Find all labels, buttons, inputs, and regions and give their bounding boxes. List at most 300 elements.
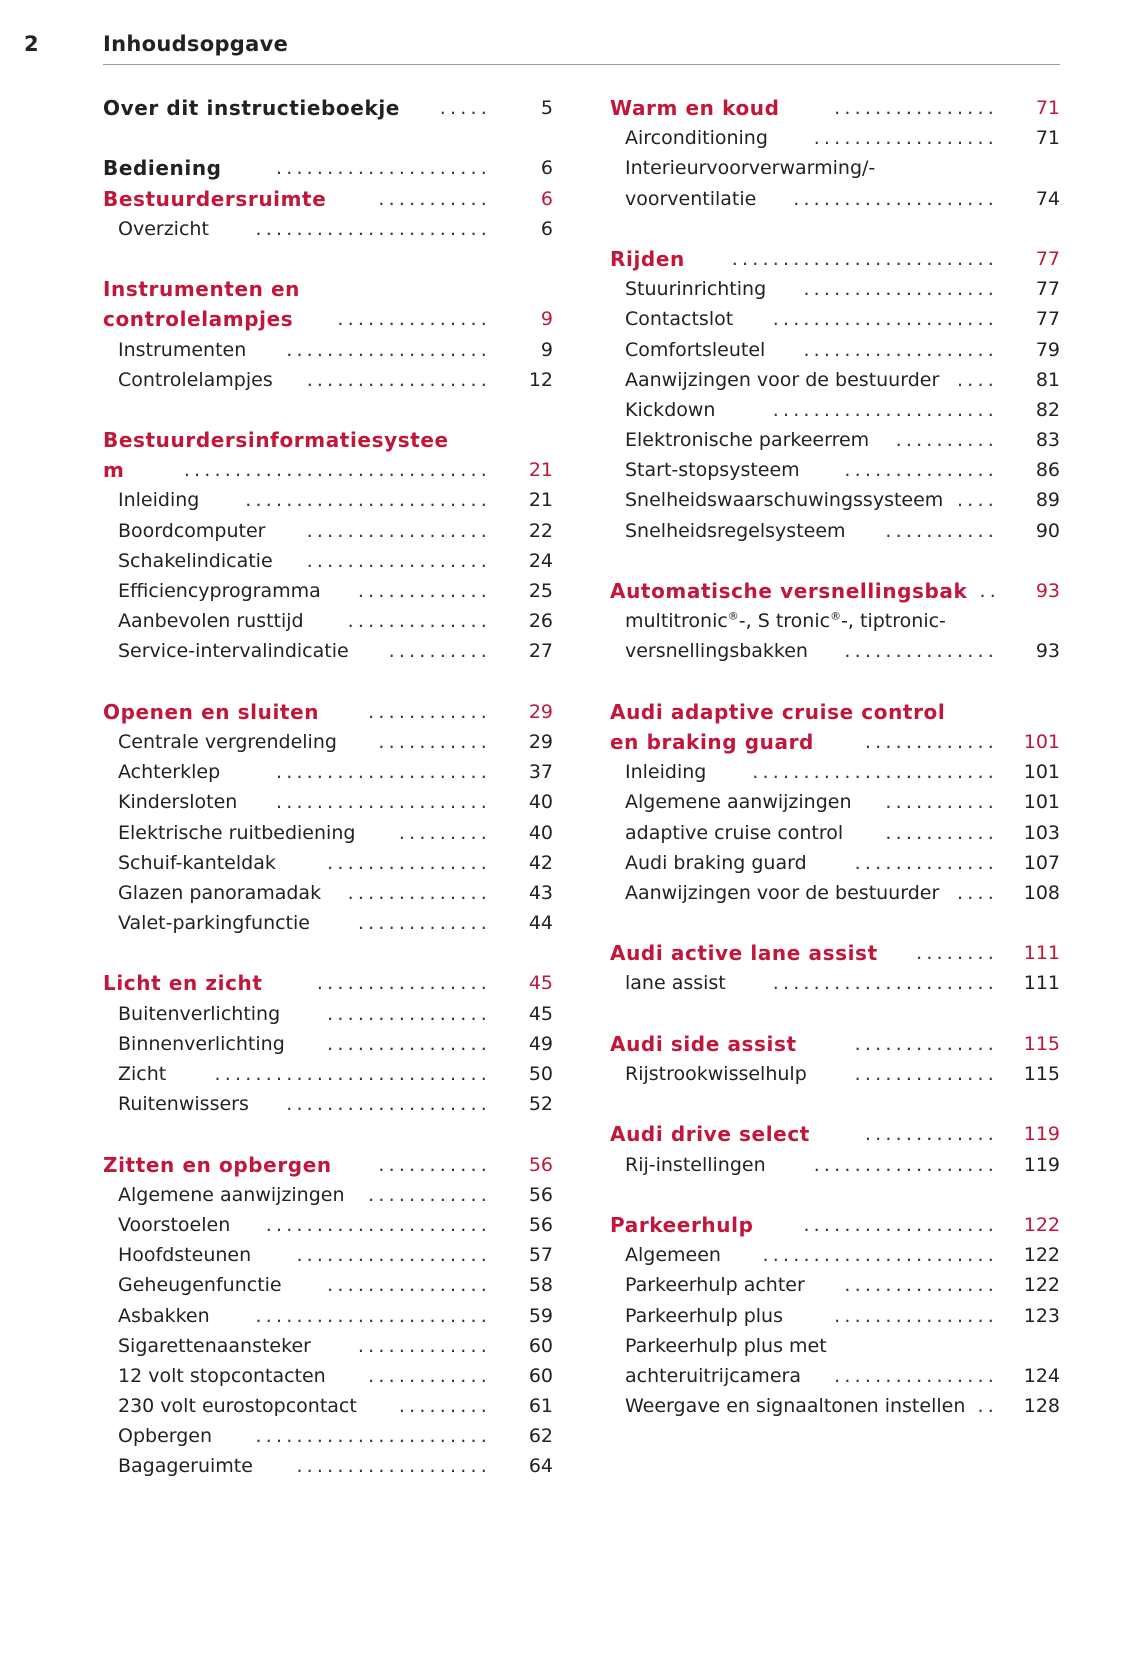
dot-leader: ............. — [357, 1334, 491, 1357]
dot-leader: .............. — [347, 610, 491, 633]
dot-leader: .... — [957, 489, 998, 512]
toc-entry[interactable] — [103, 485, 553, 515]
dot-leader: ........................ — [245, 489, 491, 512]
section-gap — [610, 999, 1060, 1029]
toc-chapter-title: Bestuurdersinformatiesystee — [103, 428, 449, 453]
toc-entry[interactable] — [103, 757, 553, 787]
dot-leader: ................ — [834, 97, 998, 119]
dot-leader: .... — [957, 368, 998, 391]
toc-section-title: 230 volt eurostopcontact — [118, 1395, 357, 1418]
toc-page-number[interactable]: 21 — [528, 489, 553, 512]
dot-leader: ............ — [368, 700, 491, 723]
toc-page-number[interactable]: 101 — [1023, 730, 1060, 753]
toc-section-title: Hoofdsteunen — [118, 1244, 252, 1267]
toc-section-title: Kindersloten — [118, 791, 238, 814]
toc-section-title: Weergave en signaaltonen instellen — [625, 1395, 966, 1418]
toc-entry[interactable] — [103, 1361, 553, 1391]
toc-entry[interactable] — [103, 335, 553, 365]
toc-page-number[interactable]: 27 — [528, 640, 553, 663]
section-gap — [103, 395, 553, 425]
section-gap — [610, 1089, 1060, 1119]
toc-section-title: Boordcomputer — [118, 519, 266, 542]
toc-page-number[interactable]: 50 — [528, 1063, 553, 1085]
toc-page-number[interactable]: 82 — [1035, 398, 1060, 421]
toc-section-title: Stuurinrichting — [625, 278, 767, 301]
toc-page-number[interactable]: 5 — [540, 97, 553, 119]
toc-page-number[interactable]: 77 — [1035, 247, 1060, 270]
toc-page-number[interactable]: 26 — [528, 610, 553, 633]
toc-entry[interactable] — [103, 1029, 553, 1059]
toc-page-number[interactable]: 122 — [1023, 1274, 1060, 1297]
toc-entry[interactable] — [610, 93, 1060, 123]
toc-page-number[interactable]: 77 — [1035, 308, 1060, 331]
toc-page-number[interactable]: 107 — [1023, 851, 1060, 874]
toc-page-number[interactable]: 101 — [1023, 761, 1060, 784]
toc-chapter-title: controlelampjes — [103, 307, 294, 332]
dot-leader: ....................... — [255, 1425, 491, 1448]
toc-entry[interactable] — [610, 787, 1060, 817]
dot-leader: .................. — [306, 368, 491, 391]
dot-leader: ................ — [834, 1304, 998, 1327]
dot-leader: ................ — [327, 851, 491, 874]
section-gap — [610, 667, 1060, 697]
toc-section-title: lane assist — [625, 972, 726, 995]
toc-section-title: Voorstoelen — [118, 1213, 231, 1236]
dot-leader: .................... — [286, 1093, 491, 1116]
dot-leader: .............. — [854, 1063, 998, 1085]
dot-leader: ............ — [368, 1364, 491, 1387]
toc-section-title: Geheugenfunctie — [118, 1274, 282, 1297]
section-gap — [610, 1180, 1060, 1210]
toc-section-title: Sigarettenaansteker — [118, 1334, 311, 1357]
toc-chapter-title: Licht en zicht — [103, 971, 263, 996]
toc-page-number[interactable]: 45 — [528, 1002, 553, 1025]
toc-entry[interactable] — [103, 455, 553, 485]
toc-entry[interactable] — [610, 697, 1060, 727]
toc-chapter-title: Zitten en opbergen — [103, 1152, 332, 1177]
toc-entry[interactable] — [610, 1210, 1060, 1240]
dot-leader: .............. — [347, 881, 491, 904]
dot-leader: ................ — [327, 1032, 491, 1055]
toc-page-number[interactable]: 123 — [1023, 1304, 1060, 1327]
dot-leader: ............... — [844, 1274, 998, 1297]
toc-entry[interactable] — [103, 818, 553, 848]
toc-section-title: Algemene aanwijzingen — [118, 1183, 345, 1206]
toc-section-title: voorventilatie — [625, 187, 757, 210]
dot-leader: .... — [957, 881, 998, 904]
toc-section-title: Inleiding — [118, 489, 200, 512]
toc-page-number[interactable]: 37 — [528, 761, 553, 784]
dot-leader: .............. — [854, 1032, 998, 1055]
toc-entry[interactable] — [610, 938, 1060, 968]
toc-chapter-title: Audi adaptive cruise control — [610, 699, 946, 724]
toc-page-number[interactable]: 29 — [528, 700, 553, 723]
toc-section-title: Rijstrookwisselhulp — [625, 1063, 807, 1085]
toc-chapter-title: Openen en sluiten — [103, 699, 320, 724]
toc-page-number[interactable]: 83 — [1035, 429, 1060, 452]
toc-section-title: Glazen panoramadak — [118, 881, 322, 904]
dot-leader: .................. — [813, 1153, 998, 1176]
toc-section-title: Controlelampjes — [118, 368, 273, 391]
toc-entry[interactable] — [610, 1301, 1060, 1331]
toc-page-number[interactable]: 40 — [528, 791, 553, 814]
toc-entry[interactable] — [103, 1331, 553, 1361]
section-gap — [103, 123, 553, 153]
dot-leader: ..... — [439, 97, 491, 119]
toc-section-title: Elektrische ruitbediening — [118, 821, 356, 844]
toc-entry[interactable] — [610, 576, 1060, 606]
toc-page-number[interactable]: 6 — [540, 187, 553, 210]
toc-chapter-title: Audi active lane assist — [610, 941, 878, 966]
dot-leader: ............ — [368, 1183, 491, 1206]
dot-leader: .. — [979, 580, 1000, 602]
toc-page-number[interactable]: 71 — [1035, 127, 1060, 150]
toc-entry[interactable] — [103, 606, 553, 636]
toc-chapter-title: Rijden — [610, 246, 685, 271]
toc-section-title: Opbergen — [118, 1425, 213, 1448]
toc-page-number[interactable]: 108 — [1023, 881, 1060, 904]
toc-entry[interactable] — [610, 1361, 1060, 1391]
toc-page-number[interactable]: 22 — [528, 519, 553, 542]
dot-leader: ..................... — [275, 157, 491, 180]
toc-page-number[interactable]: 86 — [1035, 459, 1060, 482]
toc-entry[interactable] — [103, 274, 553, 304]
toc-page-number[interactable]: 25 — [528, 580, 553, 602]
toc-section-title: Asbakken — [118, 1304, 210, 1327]
dot-leader: .................. — [813, 127, 998, 150]
toc-page-number[interactable]: 40 — [528, 821, 553, 844]
toc-section-title: Parkeerhulp plus met — [625, 1334, 827, 1357]
toc-section-title: adaptive cruise control — [625, 821, 844, 844]
dot-leader: ........... — [885, 821, 998, 844]
dot-leader: ................... — [803, 278, 998, 301]
toc-section-title: Schuif-kanteldak — [118, 851, 276, 874]
toc-entry[interactable] — [103, 1270, 553, 1300]
toc-entry[interactable] — [103, 1059, 553, 1089]
dot-leader: ................... — [803, 1213, 998, 1236]
toc-page-number[interactable]: 93 — [1035, 580, 1060, 602]
toc-entry[interactable] — [103, 636, 553, 666]
toc-page-number[interactable]: 74 — [1035, 187, 1060, 210]
toc-page-number[interactable]: 6 — [540, 157, 553, 180]
dot-leader: .................... — [793, 187, 998, 210]
toc-chapter-title: Audi drive select — [610, 1122, 810, 1147]
toc-page-number[interactable]: 42 — [528, 851, 553, 874]
toc-page-number[interactable]: 60 — [528, 1334, 553, 1357]
dot-leader: ...................... — [772, 972, 998, 995]
dot-leader: ........... — [885, 791, 998, 814]
toc-entry[interactable] — [610, 304, 1060, 334]
toc-page-number[interactable]: 9 — [540, 338, 553, 361]
toc-entry[interactable] — [103, 848, 553, 878]
section-gap — [103, 1119, 553, 1149]
toc-entry[interactable] — [610, 1059, 1060, 1089]
toc-entry[interactable] — [103, 1240, 553, 1270]
toc-entry[interactable] — [610, 818, 1060, 848]
dot-leader: ............. — [864, 730, 998, 753]
toc-chapter-title: Instrumenten en — [103, 277, 301, 302]
section-gap — [103, 244, 553, 274]
toc-entry[interactable] — [103, 304, 553, 334]
toc-page-number[interactable]: 12 — [528, 368, 553, 391]
toc-section-title: Comfortsleutel — [625, 338, 766, 361]
toc-entry[interactable] — [610, 153, 1060, 183]
toc-entry[interactable] — [103, 968, 553, 998]
toc-entry[interactable] — [610, 1391, 1060, 1421]
dot-leader: ........................... — [214, 1063, 491, 1085]
dot-leader: ...................... — [265, 1213, 491, 1236]
dot-leader: ............... — [844, 640, 998, 663]
toc-page-number[interactable]: 56 — [528, 1153, 553, 1176]
toc-entry[interactable] — [103, 1421, 553, 1451]
toc-section-title: Aanwijzingen voor de bestuurder — [625, 881, 940, 904]
toc-chapter-title: Automatische versnellingsbak — [610, 579, 968, 603]
toc-section-title: Ruitenwissers — [118, 1093, 249, 1116]
toc-section-title: 12 volt stopcontacten — [118, 1364, 326, 1387]
toc-entry[interactable] — [103, 93, 553, 123]
toc-section-title: versnellingsbakken — [625, 640, 808, 663]
toc-entry[interactable] — [103, 576, 553, 606]
toc-page-number[interactable]: 60 — [528, 1364, 553, 1387]
toc-section-title: Contactslot — [625, 308, 734, 331]
toc-entry[interactable] — [610, 727, 1060, 757]
dot-leader: ........................ — [752, 761, 998, 784]
toc-page-number[interactable]: 45 — [528, 972, 553, 995]
toc-page-number[interactable]: 9 — [540, 308, 553, 331]
toc-entry[interactable] — [103, 184, 553, 214]
toc-entry[interactable] — [610, 878, 1060, 908]
toc-page-number[interactable]: 62 — [528, 1425, 553, 1448]
toc-page-number[interactable]: 52 — [528, 1093, 553, 1116]
toc-entry[interactable] — [610, 636, 1060, 666]
toc-entry[interactable] — [103, 908, 553, 938]
toc-page-number[interactable]: 6 — [540, 217, 553, 240]
toc-section-title: Binnenverlichting — [118, 1032, 285, 1055]
toc-chapter-title: en braking guard — [610, 729, 814, 754]
toc-entry[interactable] — [103, 787, 553, 817]
dot-leader: ......... — [398, 1395, 491, 1418]
dot-leader: .......................... — [731, 247, 998, 270]
toc-page-number[interactable]: 77 — [1035, 278, 1060, 301]
toc-page-number[interactable]: 115 — [1023, 1032, 1060, 1055]
toc-page-number[interactable]: 81 — [1035, 368, 1060, 391]
dot-leader: ................... — [803, 338, 998, 361]
toc-chapter-title: Audi side assist — [610, 1031, 797, 1056]
toc-page-number[interactable]: 103 — [1023, 821, 1060, 844]
toc-entry[interactable] — [103, 516, 553, 546]
dot-leader: ........... — [885, 519, 998, 542]
toc-entry[interactable] — [610, 757, 1060, 787]
toc-page-number[interactable]: 21 — [528, 459, 553, 482]
dot-leader: ........ — [916, 942, 998, 965]
dot-leader: ..................... — [275, 761, 491, 784]
page-title: Inhoudsopgave — [103, 32, 289, 56]
page-number: 2 — [24, 32, 39, 56]
toc-page-number[interactable]: 122 — [1023, 1213, 1060, 1236]
toc-section-title: Parkeerhulp plus — [625, 1304, 783, 1327]
toc-entry[interactable] — [610, 516, 1060, 546]
toc-entry[interactable] — [610, 606, 1060, 636]
toc-page-number[interactable]: 64 — [528, 1455, 553, 1478]
toc-page-number[interactable]: 93 — [1035, 640, 1060, 663]
toc-section-title: Bagageruimte — [118, 1455, 253, 1478]
toc-entry[interactable] — [103, 365, 553, 395]
toc-right-column — [610, 93, 1060, 1421]
toc-page-number[interactable]: 43 — [528, 881, 553, 904]
dot-leader: ................. — [316, 972, 491, 995]
toc-left-column — [103, 93, 553, 1482]
toc-entry[interactable] — [610, 395, 1060, 425]
toc-chapter-title: Bestuurdersruimte — [103, 186, 327, 211]
section-gap — [103, 938, 553, 968]
dot-leader: ............... — [844, 459, 998, 482]
toc-section-title: Elektronische parkeerrem — [625, 429, 870, 452]
dot-leader: .............................. — [183, 459, 491, 482]
toc-page-number[interactable]: 57 — [528, 1244, 553, 1267]
dot-leader: ......... — [398, 821, 491, 844]
toc-section-title: Inleiding — [625, 761, 707, 784]
toc-section-title: Algemeen — [625, 1244, 721, 1267]
toc-page-number[interactable]: 111 — [1023, 972, 1060, 995]
toc-entry[interactable] — [610, 455, 1060, 485]
dot-leader: ................ — [327, 1002, 491, 1025]
toc-section-title: Aanbevolen rusttijd — [118, 610, 304, 633]
section-gap — [610, 546, 1060, 576]
toc-page-number[interactable]: 90 — [1035, 519, 1060, 542]
dot-leader: ..................... — [275, 791, 491, 814]
dot-leader: .................... — [286, 338, 491, 361]
toc-chapter-title: Over dit instructieboekje — [103, 96, 400, 120]
dot-leader: ........... — [378, 1153, 491, 1176]
dot-leader: .. — [977, 1395, 998, 1418]
toc-page-number[interactable]: 122 — [1023, 1244, 1060, 1267]
toc-page-number[interactable]: 89 — [1035, 489, 1060, 512]
toc-entry[interactable] — [103, 546, 553, 576]
dot-leader: .............. — [854, 851, 998, 874]
dot-leader: ............. — [357, 912, 491, 935]
toc-page-number[interactable]: 58 — [528, 1274, 553, 1297]
toc-entry[interactable] — [610, 335, 1060, 365]
toc-entry[interactable] — [610, 1331, 1060, 1361]
section-gap — [103, 667, 553, 697]
toc-section-title: Valet-parkingfunctie — [118, 912, 310, 935]
toc-page-number[interactable]: 71 — [1035, 97, 1060, 119]
dot-leader: ....................... — [255, 217, 491, 240]
dot-leader: ....................... — [762, 1244, 998, 1267]
toc-entry[interactable] — [103, 1089, 553, 1119]
toc-entry[interactable] — [610, 1029, 1060, 1059]
toc-entry[interactable] — [103, 878, 553, 908]
toc-section-title: achteruitrijcamera — [625, 1364, 801, 1387]
toc-section-title: Airconditioning — [625, 127, 768, 150]
toc-chapter-title: m — [103, 458, 125, 483]
toc-page-number[interactable]: 115 — [1023, 1063, 1060, 1085]
toc-entry[interactable] — [610, 485, 1060, 515]
toc-section-title: Instrumenten — [118, 338, 247, 361]
toc-page-number[interactable]: 24 — [528, 549, 553, 572]
toc-page-number[interactable]: 61 — [528, 1395, 553, 1418]
dot-leader: .......... — [895, 429, 998, 452]
toc-page-number[interactable]: 124 — [1023, 1364, 1060, 1387]
toc-section-title: Start-stopsysteem — [625, 459, 800, 482]
toc-page-number[interactable]: 59 — [528, 1304, 553, 1327]
dot-leader: .................. — [306, 519, 491, 542]
toc-entry[interactable] — [610, 848, 1060, 878]
dot-leader: ................... — [296, 1244, 491, 1267]
section-gap — [610, 214, 1060, 244]
toc-entry[interactable] — [610, 1240, 1060, 1270]
toc-entry[interactable] — [103, 1180, 553, 1210]
toc-page-number[interactable]: 56 — [528, 1213, 553, 1236]
toc-entry[interactable] — [103, 999, 553, 1029]
toc-entry[interactable] — [610, 244, 1060, 274]
toc-entry[interactable] — [103, 1150, 553, 1180]
toc-section-title: Audi braking guard — [625, 851, 807, 874]
toc-page-number[interactable]: 49 — [528, 1032, 553, 1055]
toc-section-title: Parkeerhulp achter — [625, 1274, 805, 1297]
toc-entry[interactable] — [103, 425, 553, 455]
toc-entry[interactable] — [103, 214, 553, 244]
toc-entry[interactable] — [610, 425, 1060, 455]
dot-leader: ....................... — [255, 1304, 491, 1327]
toc-page-number[interactable]: 111 — [1023, 942, 1060, 965]
toc-entry[interactable] — [610, 365, 1060, 395]
toc-entry[interactable] — [610, 1119, 1060, 1149]
toc-entry[interactable] — [610, 184, 1060, 214]
dot-leader: ............. — [864, 1123, 998, 1146]
toc-entry[interactable] — [610, 123, 1060, 153]
toc-page-number[interactable]: 29 — [528, 730, 553, 753]
toc-entry[interactable] — [610, 274, 1060, 304]
toc-chapter-title: Warm en koud — [610, 96, 780, 120]
toc-entry[interactable] — [103, 697, 553, 727]
toc-page-number[interactable]: 101 — [1023, 791, 1060, 814]
toc-section-title: Centrale vergrendeling — [118, 730, 337, 753]
toc-section-title: Service-intervalindicatie — [118, 640, 349, 663]
toc-page-number[interactable]: 119 — [1023, 1123, 1060, 1146]
dot-leader: .......... — [388, 640, 491, 663]
toc-entry[interactable] — [103, 1210, 553, 1240]
toc-page-number[interactable]: 119 — [1023, 1153, 1060, 1176]
toc-entry[interactable] — [103, 1391, 553, 1421]
toc-section-title: Snelheidsregelsysteem — [625, 519, 846, 542]
header-rule — [103, 64, 1060, 65]
toc-entry[interactable] — [103, 1451, 553, 1481]
toc-entry[interactable] — [610, 1270, 1060, 1300]
toc-section-title: Aanwijzingen voor de bestuurder — [625, 368, 940, 391]
toc-section-title: Efficiencyprogramma — [118, 580, 321, 602]
toc-section-title: Schakelindicatie — [118, 549, 273, 572]
toc-entry[interactable] — [610, 1150, 1060, 1180]
toc-page-number[interactable]: 79 — [1035, 338, 1060, 361]
toc-entry[interactable] — [103, 153, 553, 183]
dot-leader: ...................... — [772, 398, 998, 421]
dot-leader: ........... — [378, 730, 491, 753]
toc-entry[interactable] — [103, 727, 553, 757]
toc-entry[interactable] — [610, 968, 1060, 998]
toc-page-number[interactable]: 128 — [1023, 1395, 1060, 1418]
dot-leader: ............. — [357, 580, 491, 602]
toc-section-title: Buitenverlichting — [118, 1002, 281, 1025]
toc-page-number[interactable]: 56 — [528, 1183, 553, 1206]
toc-section-title: multitronic®-, S tronic®-, tiptronic- — [625, 609, 946, 633]
toc-chapter-title: Parkeerhulp — [610, 1212, 754, 1237]
toc-page-number[interactable]: 44 — [528, 912, 553, 935]
toc-section-title: Overzicht — [118, 217, 209, 240]
dot-leader: ................... — [296, 1455, 491, 1478]
dot-leader: ........... — [378, 187, 491, 210]
toc-entry[interactable] — [103, 1301, 553, 1331]
